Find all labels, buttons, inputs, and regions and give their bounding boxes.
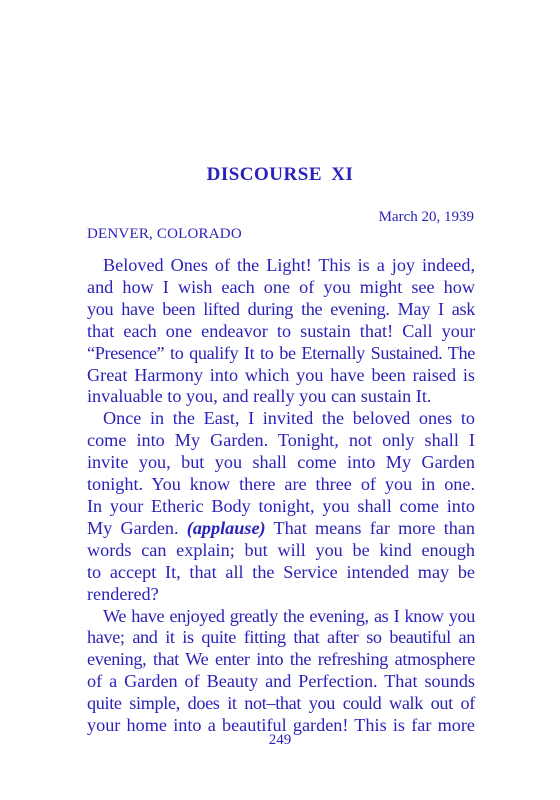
body-line: you have been lifted during the evening. May I ask: [87, 298, 475, 319]
body-line: of a Garden of Beauty and Perfection. That sounds: [87, 671, 475, 692]
body-line: to accept It, that all the Service intended may be: [87, 561, 475, 582]
body-line: have; and it is quite fitting that after so beautiful an: [87, 627, 475, 648]
body-line: your home into a beautiful garden! This is far more: [87, 715, 475, 736]
body-line: We have enjoyed greatly the evening, as I know you: [103, 605, 475, 626]
body-line: tonight. You know there are three of you in one.: [87, 474, 475, 495]
applause-note: (applause): [186, 517, 266, 538]
body-line: invaluable to you, and really you can sustain It.: [87, 386, 432, 407]
body-line: and how I wish each one of you might see how: [87, 276, 475, 297]
body-line: that each one endeavor to sustain that! Call your: [87, 320, 475, 341]
body-line-with-applause: [87, 518, 475, 540]
body-line: quite simple, does it not–that you could walk out of: [87, 693, 475, 714]
body-text-segment: That means far more than: [273, 517, 476, 538]
body-line: “Presence” to qualify It to be Eternally Sustained. The: [87, 342, 475, 363]
discourse-place: DENVER, COLORADO: [87, 226, 242, 242]
discourse-date: March 20, 1939: [378, 209, 474, 225]
discourse-title: DISCOURSE XI: [206, 164, 354, 185]
discourse-body: [87, 255, 475, 737]
body-line: invite you, but you shall come into My Garden: [87, 452, 475, 473]
body-line: evening, that We enter into the refreshing atmosphere: [87, 649, 475, 670]
body-line: come into My Garden. Tonight, not only shall I: [87, 430, 475, 451]
body-line: words can explain; but will you be kind enough: [87, 539, 475, 560]
page-number: 249: [268, 732, 292, 748]
body-line: Once in the East, I invited the beloved ones to: [103, 408, 475, 429]
body-line: Great Harmony into which you have been raised is: [87, 364, 475, 385]
body-line: Beloved Ones of the Light! This is a joy indeed,: [103, 255, 475, 275]
body-text-segment: My Garden.: [87, 517, 179, 538]
body-line: rendered?: [87, 583, 159, 604]
body-line: In your Etheric Body tonight, you shall come into: [87, 495, 475, 516]
